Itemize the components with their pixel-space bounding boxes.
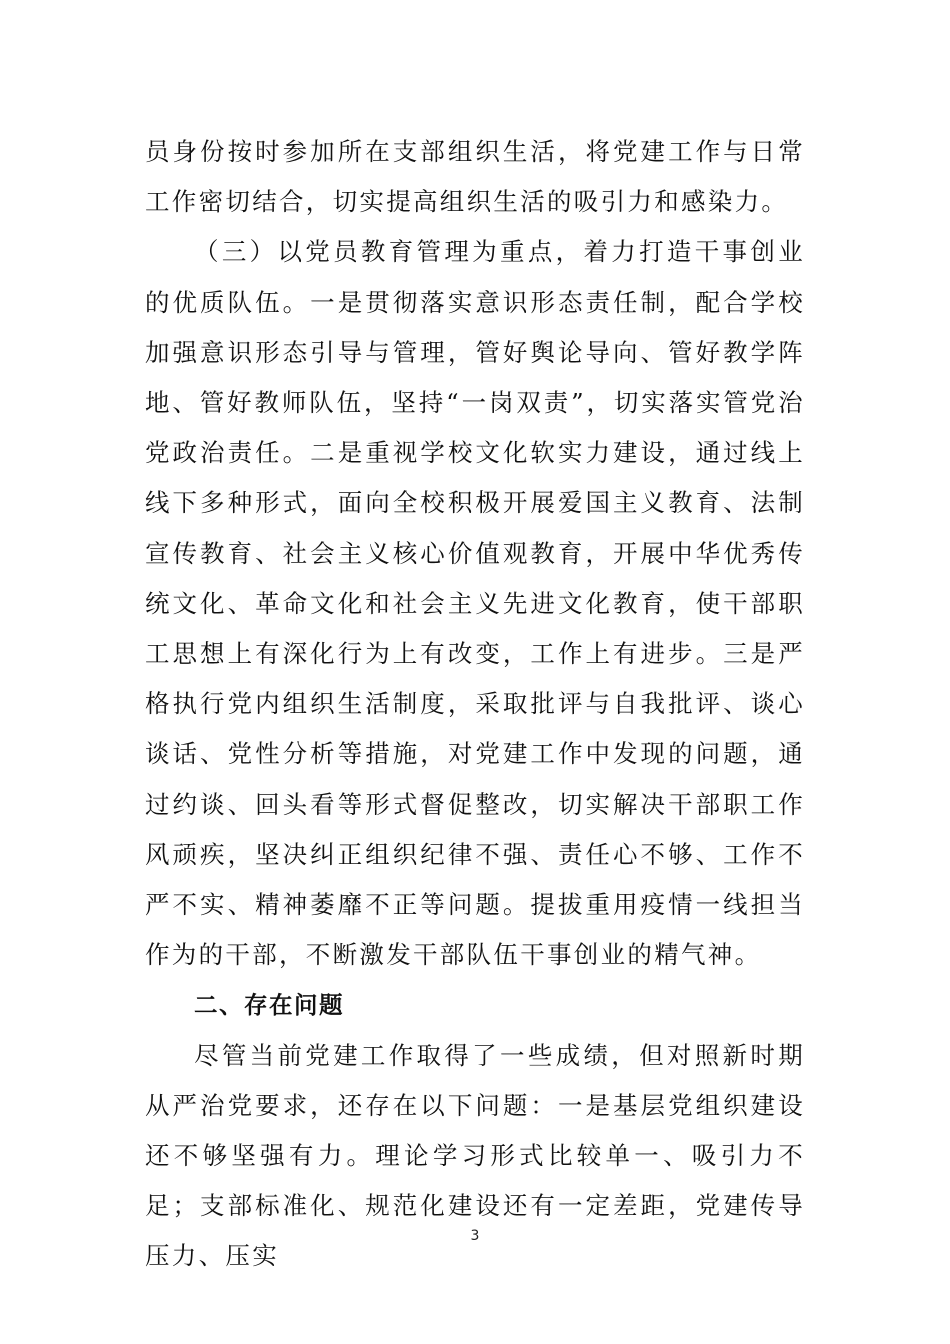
document-body [145, 127, 805, 1282]
section-heading-problems: 二、存在问题 [194, 991, 344, 1020]
page-number: 3 [470, 1228, 480, 1244]
paragraph-continuation: 员身份按时参加所在支部组织生活，将党建工作与日常工作密切结合，切实提高组织生活的吸引力和感染力。 [145, 137, 805, 217]
paragraph-section-3: （三）以党员教育管理为重点，着力打造干事创业的优质队伍。一是贯彻落实意识形态责任制，配合学校加强意识形态引导与管理，管好舆论导向、管好教学阵地、管好教师队伍，坚持“一岗双责”，切实落实管党治党政治责任。二是重视学校文化软实力建设，通过线上线下多种形式，面向全校积极开展爱国主义教育、法制宣传教育、社会主义核心价值观教育，开展中华优秀传统文化、革命文化和社会主义先进文化教育，使干部职工思想上有深化行为上有改变，工作上有进步。三是严格执行党内组织生活制度，采取批评与自我批评、谈心谈话、党性分析等措施，对党建工作中发现的问题，通过约谈、回头看等形式督促整改，切实解决干部职工作风顽疾，坚决纠正组织纪律不强、责任心不够、工作不严不实、精神萎靡不正等问题。提拔重用疫情一线担当作为的干部，不断激发干部队伍干事创业的精气神。 [145, 237, 805, 970]
paragraph-problems-intro: 尽管当前党建工作取得了一些成绩，但对照新时期从严治党要求，还存在以下问题：一是基层党组织建设还不够坚强有力。理论学习形式比较单一、吸引力不足；支部标准化、规范化建设还有一定差距，党建传导压力、压实 [145, 1040, 805, 1271]
